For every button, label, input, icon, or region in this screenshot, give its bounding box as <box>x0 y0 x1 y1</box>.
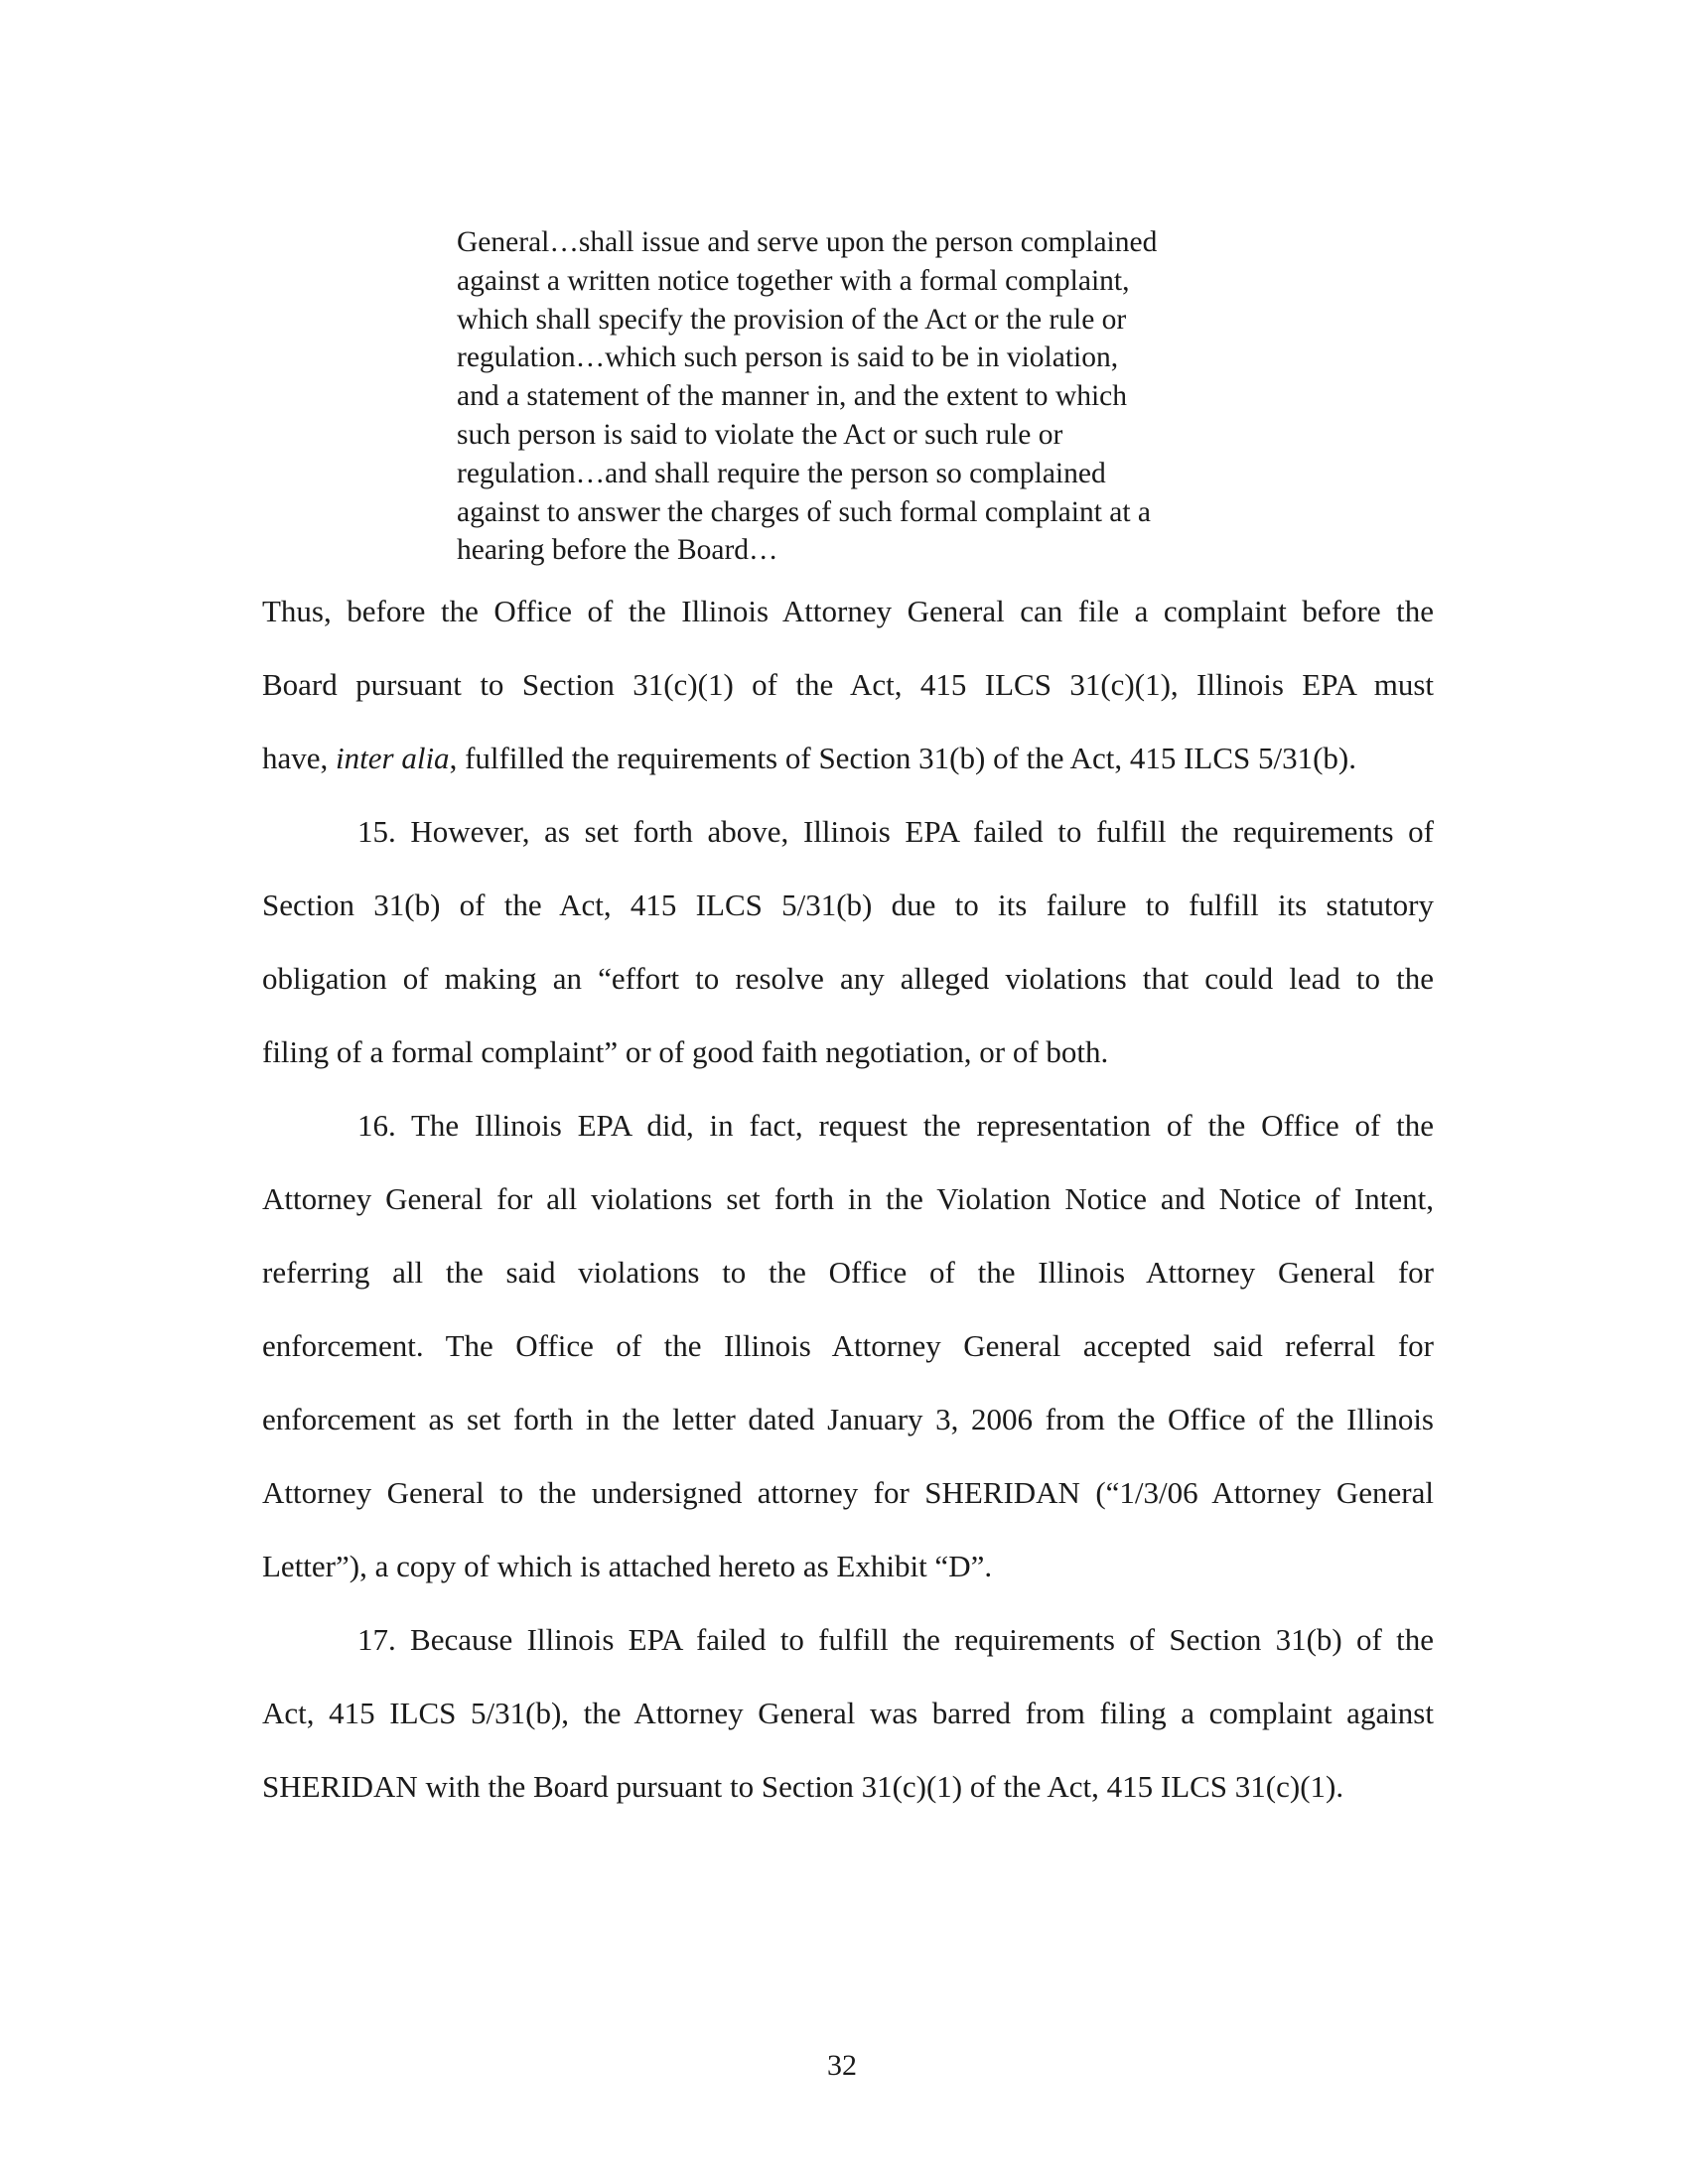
paragraph-16-line: enforcement. The Office of the Illinois Attorney General accepted said referral for <box>262 1328 1434 1363</box>
paragraph-16-line: Attorney General to the undersigned attorney for SHERIDAN (“1/3/06 Attorney General <box>262 1475 1434 1510</box>
paragraph-16-line: Attorney General for all violations set forth in the Violation Notice and Notice of Intent, <box>262 1181 1434 1216</box>
paragraph-15-line: 15. However, as set forth above, Illinois EPA failed to fulfill the requirements of <box>357 814 1434 849</box>
thus-paragraph-line: Thus, before the Office of the Illinois Attorney General can file a complaint before the <box>262 594 1434 628</box>
paragraph-16-line: Letter”), a copy of which is attached hereto as Exhibit “D”. <box>262 1549 993 1583</box>
paragraph-17-line: SHERIDAN with the Board pursuant to Section 31(c)(1) of the Act, 415 ILCS 31(c)(1). <box>262 1769 1344 1804</box>
paragraph-17-line: 17. Because Illinois EPA failed to fulfill the requirements of Section 31(b) of the <box>357 1622 1434 1657</box>
paragraph-15-line: filing of a formal complaint” or of good faith negotiation, or of both. <box>262 1034 1109 1069</box>
thus-paragraph-line: Board pursuant to Section 31(c)(1) of the Act, 415 ILCS 31(c)(1), Illinois EPA must <box>262 667 1434 702</box>
quote-line: General…shall issue and serve upon the person complained <box>457 226 1158 258</box>
quote-line: which shall specify the provision of the Act or the rule or <box>457 303 1127 336</box>
quote-line: and a statement of the manner in, and the extent to which <box>457 380 1127 413</box>
page-number: 32 <box>827 2049 857 2082</box>
block-quote <box>457 223 1251 570</box>
quote-line: against a written notice together with a formal complaint, <box>457 264 1130 297</box>
paragraph-15-line: obligation of making an “effort to resolve any alleged violations that could lead to the <box>262 961 1434 996</box>
quote-line: hearing before the Board… <box>457 534 778 567</box>
paragraph-17-line: Act, 415 ILCS 5/31(b), the Attorney General was barred from filing a complaint against <box>262 1696 1434 1730</box>
thus-text: , fulfilled the requirements of Section 31(b) of the Act, 415 ILCS 5/31(b). <box>449 741 1357 775</box>
paragraph-15-line: Section 31(b) of the Act, 415 ILCS 5/31(b) due to its failure to fulfill its statutory <box>262 887 1434 922</box>
quote-line: against to answer the charges of such formal complaint at a <box>457 495 1152 528</box>
thus-paragraph-line <box>262 741 1434 776</box>
paragraph-16-line: referring all the said violations to the Office of the Illinois Attorney General for <box>262 1255 1434 1290</box>
quote-line: regulation…and shall require the person so complained <box>457 457 1106 489</box>
paragraph-16-line: 16. The Illinois EPA did, in fact, request the representation of the Office of the <box>357 1108 1434 1143</box>
quote-line: regulation…which such person is said to be in violation, <box>457 341 1119 374</box>
quote-line: such person is said to violate the Act or such rule or <box>457 418 1063 451</box>
thus-text: have, <box>262 741 337 775</box>
inter-alia-italic: inter alia <box>336 741 450 775</box>
paragraph-16-line: enforcement as set forth in the letter dated January 3, 2006 from the Office of the Illinois <box>262 1402 1434 1436</box>
